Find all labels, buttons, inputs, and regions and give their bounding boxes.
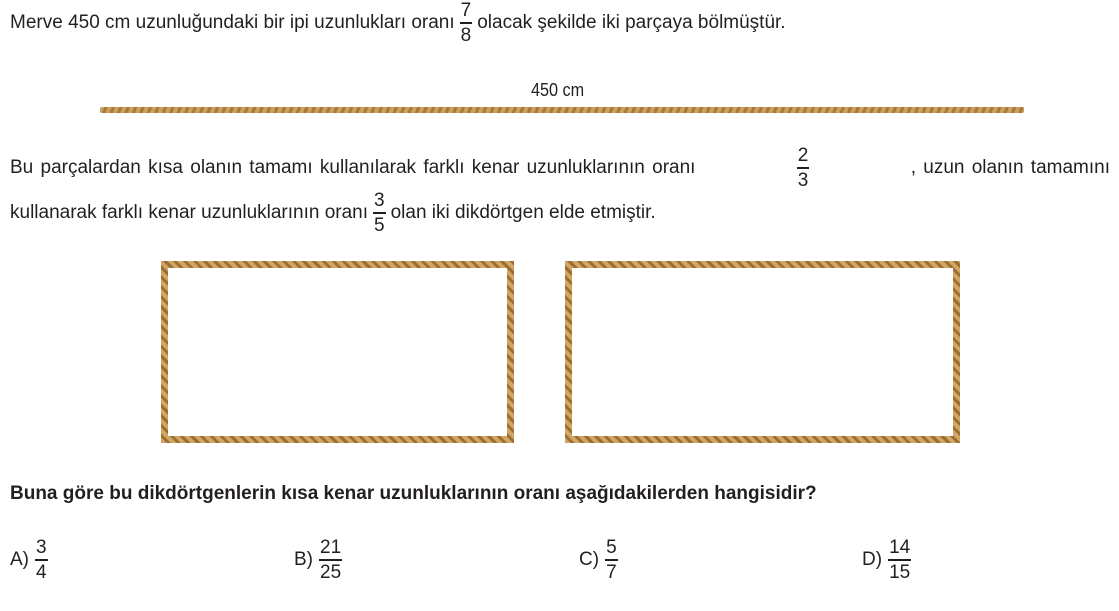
option-fraction <box>35 537 48 583</box>
fraction-bar <box>605 559 618 561</box>
rope-rectangle-left <box>161 261 514 443</box>
option-a[interactable] <box>10 537 53 583</box>
option-fraction <box>605 537 618 583</box>
fraction-numerator: 3 <box>36 537 47 558</box>
fraction-numerator: 3 <box>374 190 385 211</box>
paragraph-line-2 <box>10 190 656 236</box>
fraction-denominator: 15 <box>889 562 911 583</box>
ratio-fraction-2 <box>373 190 386 236</box>
intro-line <box>10 0 786 46</box>
fraction-numerator: 14 <box>889 537 911 558</box>
paragraph-line1-before: Bu parçalardan kısa olanın tamamı kullanılarak farklı kenar uzunluklarının oranı <box>10 157 696 178</box>
fraction-bar <box>373 212 386 214</box>
paragraph-line2-after: olan iki dikdörtgen elde etmiştir. <box>390 202 656 223</box>
option-fraction <box>888 537 911 583</box>
option-fraction <box>319 537 342 583</box>
fraction-denominator: 7 <box>606 562 617 583</box>
rope-length-label: 450 cm <box>531 80 585 100</box>
option-label: B) <box>294 549 313 570</box>
rope-illustration <box>100 107 1024 113</box>
fraction-numerator: 5 <box>606 537 617 558</box>
option-label: A) <box>10 549 29 570</box>
paragraph-line2-before: kullanarak farklı kenar uzunluklarının oranı <box>10 202 369 223</box>
rope-rectangle-right <box>565 261 960 443</box>
question-text: Buna göre bu dikdörtgenlerin kısa kenar uzunluklarının oranı aşağıdakilerden hangisidir? <box>10 483 817 504</box>
option-d[interactable] <box>862 537 916 583</box>
ratio-fraction-1 <box>797 145 810 191</box>
paragraph-line1-after: , uzun olanın tamamını <box>910 157 1110 178</box>
intro-text-after: olacak şekilde iki parçaya bölmüştür. <box>477 12 786 33</box>
fraction-bar <box>460 22 473 24</box>
option-b[interactable] <box>294 537 347 583</box>
intro-text-before: Merve 450 cm uzunluğundaki bir ipi uzunlukları oranı <box>10 12 455 33</box>
fraction-numerator: 2 <box>797 145 809 166</box>
option-label: C) <box>579 549 600 570</box>
fraction-bar <box>35 559 48 561</box>
option-c[interactable] <box>579 537 623 583</box>
paragraph-line-1 <box>10 145 1110 191</box>
fraction-bar <box>797 167 810 169</box>
fraction-bar <box>319 559 342 561</box>
fraction-numerator: 21 <box>320 537 342 558</box>
fraction-denominator: 4 <box>36 562 47 583</box>
fraction-bar <box>888 559 911 561</box>
fraction-denominator: 8 <box>460 25 472 46</box>
option-label: D) <box>862 549 883 570</box>
fraction-denominator: 5 <box>374 215 385 236</box>
fraction-denominator: 25 <box>320 562 342 583</box>
fraction-numerator: 7 <box>460 0 472 21</box>
intro-ratio-fraction <box>460 0 473 46</box>
fraction-denominator: 3 <box>797 170 809 191</box>
